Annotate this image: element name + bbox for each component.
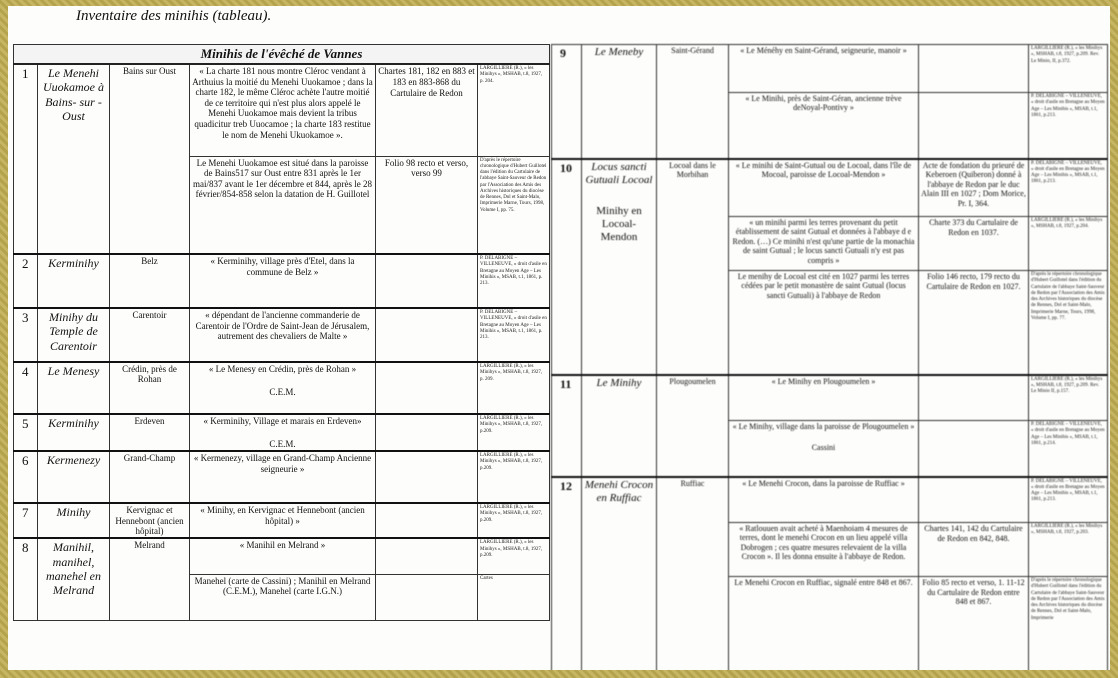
reference: D'après le répertoire chronologique d'Hubert Guillotel dans l'édition du Cartulaire de l'abbaye Saint-Sauveur de Redon par l'Association des Amis des Archives historiques du diocèse de Rennes, Dol et Saint-Malo, Imprimerie Marne, Tours, 1998, Volume I, pp. 77. [1029,271,1108,375]
minihi-name [38,362,110,414]
table-row [14,362,550,414]
minihi-name-text: Kermenezy [46,453,101,468]
source [919,93,1029,159]
citation-text: « Le minihi de Saint-Gutual ou de Locoal, dans l'île de Mocoal, paroisse de Locoal-Mendon » [735,160,912,179]
locality: Carentoir [110,308,190,362]
reference: D'après le répertoire chronologique d'Hubert Guillotel dans l'édition du Cartulaire de l'abbaye Saint-Sauveur de Redon par l'Association des Amis des Archives historiques du diocèse de Rennes, Dol et Saint-Malo, Imprimerie [1029,577,1108,671]
citation [190,308,376,362]
minihi-name-text: Kerminihy [48,256,99,270]
citation [190,64,376,156]
table-row [552,477,1108,523]
citation [729,375,919,421]
source [376,538,478,574]
row-number: 8 [14,538,38,620]
right-inventory-table [551,44,1108,670]
citation [729,45,919,93]
minihi-name-alt: Minihy en Locoal-Mendon [596,204,642,244]
citation-text: Le menihy de Locoal est cité en 1027 parmi les terres cédées par le petit monastère de saint Gutual (locus sancti Gutuali) à l'abbaye de Redon [737,272,910,300]
citation [729,217,919,271]
table-row [14,538,550,574]
reference: LARGILLIERE (R.), « les Minihys », MSHAB, t.8, 1927, p.209. [478,451,550,503]
citation-text: « Manihil en Melrand » [239,540,326,551]
source [376,574,478,620]
citation [729,477,919,523]
locality: Saint-Gérand [657,45,729,159]
table-row [14,503,550,538]
reference: LARGILLIERE (R.), « les Minihys », MSHAB, t.8, 1927, p.209. [478,538,550,574]
source: Chartes 141, 142 du Cartulaire de Redon en 842, 848. [919,523,1029,577]
citation [190,503,376,538]
minihi-name [582,159,657,375]
reference: LARGILLIERE (R.), « les Minihys », MSHAB, t.8, 1927, p.209. [478,503,550,538]
table-row [14,414,550,451]
minihi-name [38,64,110,254]
reference: P. DELABIGNE – VILLENEUVE, « droit d'asile en Bretagne au Moyen Age – Les Minihis », MSAB, t.1, 1861, p.213. [1029,159,1108,217]
citation-text: « Le Minihy en Plougoumelen » [771,376,876,386]
citation-text: « Le Ménéhy en Saint-Gérand, seigneurie, manoir » [740,46,907,55]
row-number: 2 [14,254,38,308]
locality: Kervignac et Hennebont (ancien hôpital) [110,503,190,538]
locality: Crédin, près de Rohan [110,362,190,414]
row-number: 7 [14,503,38,538]
reference: P. DELABIGNE – VILLENEUVE, « droit d'asile en Bretagne au Moyen Age – Les Minihis », MSAB, t.1, 1861, p.213. [1029,477,1108,523]
citation-text: Manehel (carte de Cassini) ; Manihil en Melrand (C.E.M.), Manehel (carte I.G.N.) [194,575,371,597]
minihi-name-text: Le Menehi Uuokamoe à Bains- sur -Oust [43,66,104,124]
citation-text: « Le Menesy en Crédin, près de Rohan » [208,364,357,374]
reference: LARGILLIERE (R.), « les Minihys », MSHAB, t.8, 1927, p.209. Rev. Le Minio, II, p.372. [1029,45,1108,93]
citation [190,414,376,451]
reference: P. DELABIGNE – VILLENEUVE, « droit d'asile en Bretagne au Moyen Age – Les Minihis », MSAB, t.1, 1861, p.214. [1029,421,1108,477]
table-row [14,64,550,156]
reference: LARGILLIERE (R.), « les Minihys », MSHAB, t.8, 1927, p.203. [1029,523,1108,577]
source: Charte 373 du Cartulaire de Redon en 1037. [919,217,1029,271]
minihi-name-text: Manihil, manihel, manehel en Melrand [46,540,101,598]
locality: Ruffiac [657,477,729,671]
citation-note: Cassini [811,443,836,453]
source: Chartes 181, 182 en 883 et 183 en 883-868 du Cartulaire de Redon [376,64,478,156]
minihi-name-text: Minihy du Temple de Carentoir [49,310,98,353]
citation-text: « Le Minihy, village dans la paroisse de Plougoumelen » [732,422,915,431]
citation-note: C.E.M. [269,438,296,449]
table-heading-row [14,45,550,65]
citation-text: « Kerminihy, Village et marais en Erdeven» [203,416,362,426]
minihi-name [38,254,110,308]
citation [190,574,376,620]
right-page-scan [551,44,1110,670]
reference: LARGILLIERE (R.), « les Minihys », MSHAB, t.8, 1927, p. 204. [478,64,550,156]
locality: Grand-Champ [110,451,190,503]
minihi-name-text: Le Meneby [594,46,644,58]
citation-text: « Kerminihy, village près d'Etel, dans la commune de Belz » [210,256,355,277]
citation-note: C.E.M. [269,386,296,397]
citation-text: « La charte 181 nous montre Cléroc vendant à Arthuius la moitié du Menehi Uuokamoe ; dans la charte 182, le même Cléroc achète l'autre moitié de ce territoire qui n'est plus alors appelé le Menehi Uuokamoe mais devient la tribus quadicitur treb Uuocamoe ; la charte 183 restitue le nom de Menehi Ukuokamoe ». [192,66,373,140]
row-number: 1 [14,64,38,254]
minihi-name [582,477,657,671]
reference: LARGILLIERE (R.), « les Minihys », MSHAB, t.8, 1927, p.209. [478,414,550,451]
locality: Bains sur Oust [110,64,190,254]
citation-text: « dépendant de l'ancienne commanderie de Carentoir de l'Ordre de Saint-Jean de Jérusalem, autrement des chevaliers de Malte » [195,310,370,342]
citation [729,577,919,671]
left-inventory-table [13,44,550,621]
locality: Locoal dans le Morbihan [657,159,729,375]
reference: P. DELABIGNE – VILLENEUVE, « droit d'asile en Bretagne au Moyen Age – Les Minihis », MSAB, t.1, 1861, p.213. [1029,93,1108,159]
document-page [8,6,1110,670]
row-number: 6 [14,451,38,503]
citation [190,362,376,414]
minihi-name [38,308,110,362]
locality: Erdeven [110,414,190,451]
source: Folio 146 recto, 179 recto du Cartulaire de Redon en 1027. [919,271,1029,375]
reference: Cartes [478,574,550,620]
page-title: Inventaire des minihis (tableau). [76,8,272,24]
row-number: 10 [552,159,582,375]
source [919,477,1029,523]
table-heading: Minihis de l'évêché de Vannes [14,45,550,65]
minihi-name-text: Menehi Crocon en Ruffiac [584,478,654,504]
source [376,414,478,451]
minihi-name [582,45,657,159]
row-number: 9 [552,45,582,159]
minihi-name-text: Le Menesy [47,364,100,378]
table-row [14,254,550,308]
source [376,503,478,538]
reference: P. DELABIGNE – VILLENEUVE, « droit d'asile en Bretagne au Moyen Age – Les Minihis », MSAB, t.1, 1861, p. 213. [478,308,550,362]
reference: P. DELABIGNE – VILLENEUVE, « droit d'asile en Bretagne au Moyen Age – Les Minihis », MSAB, t.1, 1861, p. 213. [478,254,550,308]
minihi-name [38,414,110,451]
locality: Belz [110,254,190,308]
citation [729,159,919,217]
source: Folio 98 recto et verso, verso 99 [376,156,478,254]
minihi-name-text: Kerminihy [48,416,99,430]
source [376,308,478,362]
minihi-name [582,375,657,477]
row-number: 5 [14,414,38,451]
citation-text: « Le Minihi, près de Saint-Géran, ancienne trève deNoyal-Pontivy » [745,94,902,113]
reference: LARGILLIERE (R.), « les Minihys », MSHAB, t.8, 1927, p.204. [1029,217,1108,271]
source: Acte de fondation du prieuré de Keberoen (Quiberon) donné à l'abbaye de Redon par le duc Alain III en 1027 ; Dom Morice, Pr. I, 364. [919,159,1029,217]
reference: D'après le répertoire chronologique d'Hubert Guillotel dans l'édition du Cartulaire de l'abbaye Saint-Sauveur de Redon par l'Association des Amis des Archives historiques du diocèse de Rennes, Dol et Saint-Malo, Imprimerie Marne, Tours, 1998, Volume I, pp. 75. [478,156,550,254]
minihi-name [38,503,110,538]
minihi-name [38,538,110,620]
citation [190,451,376,503]
reference: LARGILLIERE (R.), « les Minihys », MSHAB, t.8, 1927, p. 209. [478,362,550,414]
citation-text: « Le Menehi Crocon, dans la paroisse de Ruffiac » [742,478,905,488]
citation-text: Le Menehi Crocon en Ruffiac, signalé entre 848 et 867. [734,578,913,587]
citation-text: « Ratlouuen avait acheté à Maenhoiam 4 mesures de terres, dont le menehi Crocon en un lieu appelé villa Dobrogen ; ces quatre mesures relevaient de la villa Crocon ». Il les donna ensuite à l'abbaye de Redon. [739,524,908,562]
locality: Melrand [110,538,190,620]
citation [729,421,919,477]
source [376,362,478,414]
table-row [552,375,1108,421]
source [919,45,1029,93]
table-row [14,308,550,362]
citation [190,156,376,254]
source [919,421,1029,477]
minihi-name-text: Locus sancti Gutuali Locoal [585,160,653,186]
citation-text: « un minihi parmi les terres provenant du petit établissement de saint Gutual et données à l'abbaye d e Redon. (…) Ce minihi n'est qu'une partie de la monachia de saint Gutual ; le locus sancti Gutuali n'y est pas compris » [732,218,915,265]
citation [190,254,376,308]
row-number: 12 [552,477,582,671]
minihi-name [38,451,110,503]
citation-text: Le Menehi Uuokamoe est situé dans la paroisse de Bains517 sur Oust entre 831 après le 1er mai/837 avant le 1er décembre et 844, après le 28 février/854-858 selon la datation de H. Guillotel [193,157,372,200]
row-number: 3 [14,308,38,362]
citation-text: « Kermenezy, village en Grand-Champ Ancienne seigneurie » [193,453,372,474]
citation [729,93,919,159]
source [376,451,478,503]
table-row [552,159,1108,217]
minihi-name-text: Minihy [56,505,91,520]
table-row [552,45,1108,93]
citation [729,271,919,375]
locality: Plougoumelen [657,375,729,477]
table-row [14,451,550,503]
citation [729,523,919,577]
source: Folio 85 recto et verso, 1. 11-12 du Cartulaire de Redon entre 848 et 867. [919,577,1029,671]
row-number: 11 [552,375,582,477]
citation [190,538,376,574]
source [376,254,478,308]
source [919,375,1029,421]
citation-text: « Minihy, en Kervignac et Hennebont (ancien hôpital) » [200,505,365,526]
reference: LARGILLIERE (R.), « les Minihys », MSHAB, t.8, 1927, p.209. Rev. Le Minio II, p.157. [1029,375,1108,421]
minihi-name-text: Le Minihy [596,376,642,389]
row-number: 4 [14,362,38,414]
